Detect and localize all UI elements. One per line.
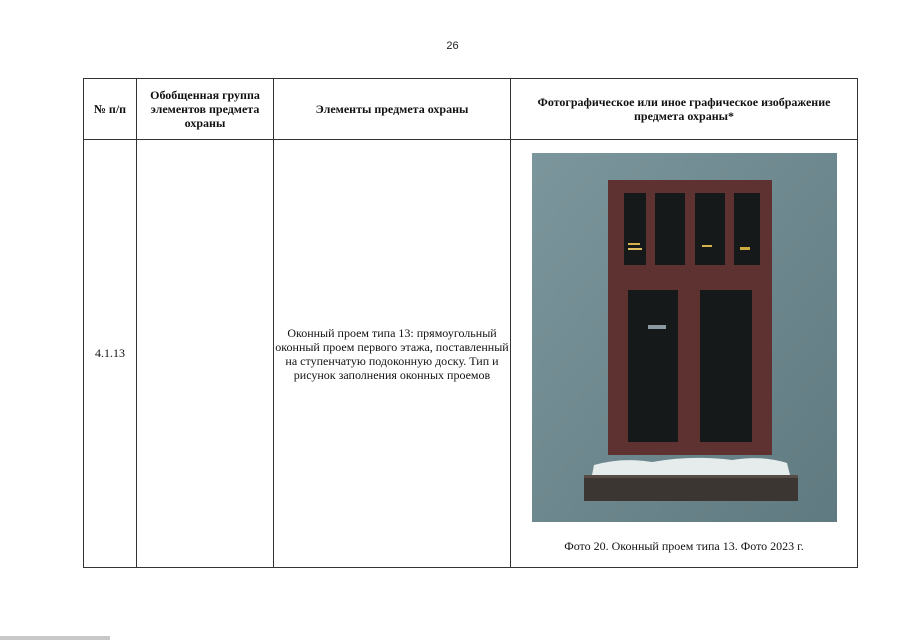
window-photo [532,153,837,522]
page-number: 26 [446,40,459,52]
row-number: 4.1.13 [84,140,137,568]
window-pane [624,193,646,265]
heritage-table [83,78,858,568]
scan-edge [0,636,110,640]
photo-caption: Фото 20. Оконный проем типа 13. Фото 2023 г. [564,539,804,553]
header-image: Фотографическое или иное графическое изображение предмета охраны* [511,79,858,140]
header-group: Обобщенная группа элементов предмета охраны [137,79,274,140]
row-group [137,140,274,568]
table-row [84,140,858,568]
header-number: № п/п [84,79,137,140]
window-pane [655,193,685,265]
window-pane [695,193,725,265]
window-pane [628,290,678,442]
sill-snow [592,458,790,475]
table-header-row [84,79,858,140]
row-photo-cell [511,140,858,568]
row-elements: Оконный проем типа 13: прямоугольный оконный проем первого этажа, поставленный на ступенчатую подоконную доску. Тип и рисунок заполнения оконных проемов [274,140,511,568]
window-pane [700,290,752,442]
window-sill [584,475,798,501]
window-pane [734,193,760,265]
header-elements: Элементы предмета охраны [274,79,511,140]
